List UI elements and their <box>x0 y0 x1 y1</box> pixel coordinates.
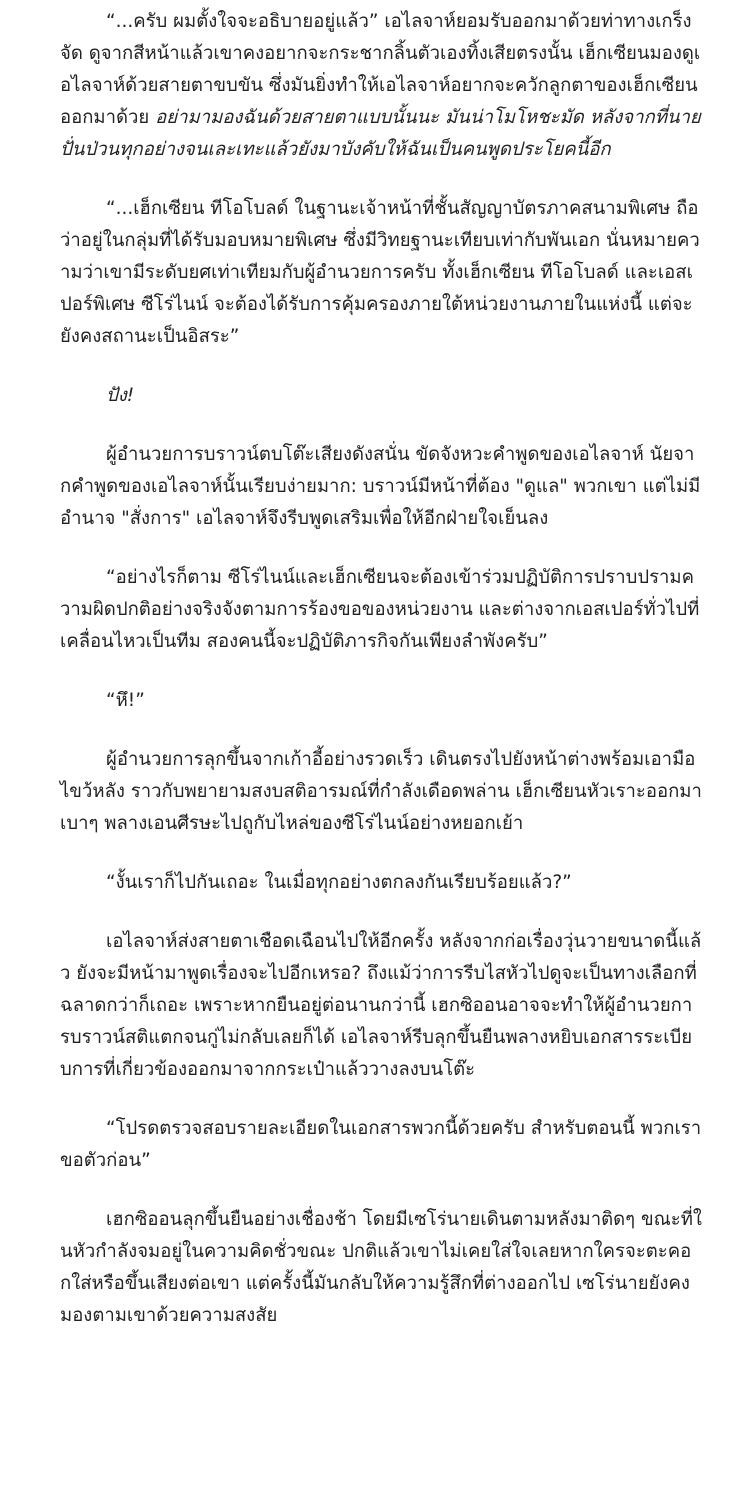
paragraph-text: “หึ!” <box>106 690 145 711</box>
paragraph-11 <box>60 1204 702 1332</box>
paragraph-text: ผู้อำนวยการลุกขึ้นจากเก้าอี้อย่างรวดเร็ว เดินตรงไปยังหน้าต่างพร้อมเอามือไขว้หลัง ราวกับพยายามสงบสติอารมณ์ที่กำลังเดือดพล่าน เฮ็กเซียนหัวเราะออกมาเบาๆ พลางเอนศีรษะไปถูกับไหล่ของซีโร่ไนน์อย่างหยอกเย้า <box>60 749 702 834</box>
paragraph-text: เฮกซิออนลุกขึ้นยืนอย่างเชื่องช้า โดยมีเซโร่นายเดินตามหลังมาติดๆ ขณะที่ในหัวกำลังจมอยู่ในความคิดชั่วขณะ ปกติแล้วเขาไม่เคยใส่ใจเลยหากใครจะตะคอกใส่หรือขึ้นเสียงต่อเขา แต่ครั้งนี้มันกลับให้ความรู้สึกที่ต่างออกไป เซโร่นายยังคงมองตามเขาด้วยความสงสัย <box>60 1209 702 1326</box>
paragraph-text: “อย่างไรก็ตาม ซีโร่ไนน์และเฮ็กเซียนจะต้องเข้าร่วมปฏิบัติการปราบปรามความผิดปกติอย่างจริงจังตามการร้องขอของหน่วยงาน และต่างจากเอสเปอร์ทั่วไปที่เคลื่อนไหวเป็นทีม สองคนนี้จะปฏิบัติภารกิจกันเพียงลำพังครับ” <box>60 567 700 652</box>
paragraph-text: เอไลจาห์ส่งสายตาเชือดเฉือนไปให้อีกครั้ง หลังจากก่อเรื่องวุ่นวายขนาดนี้แล้ว ยังจะมีหน้ามาพูดเรื่องจะไปอีกเหรอ? ถึงแม้ว่าการรีบไสหัวไปดูจะเป็นทางเลือกที่ฉลาดกว่าก็เถอะ เพราะหากยืนอยู่ต่อนานกว่านี้ เฮกซิออนอาจจะทำให้ผู้อำนวยการบราวน์สติแตกจนกู่ไม่กลับเลยก็ได้ เอไลจาห์รีบลุกขึ้นยืนพลางหยิบเอกสารระเบียบการที่เกี่ยวข้องออกมาจากกระเป๋าแล้ววางลงบนโต๊ะ <box>60 931 702 1080</box>
paragraph-5 <box>60 562 702 658</box>
paragraph-text: “โปรดตรวจสอบรายละเอียดในเอกสารพวกนี้ด้วยครับ สำหรับตอนนี้ พวกเราขอตัวก่อน” <box>60 1118 702 1171</box>
paragraph-8 <box>60 867 702 899</box>
document-body <box>60 6 702 1359</box>
paragraph-9 <box>60 926 702 1086</box>
paragraph-6 <box>60 685 702 717</box>
paragraph-italic-text: ปัง! <box>106 385 135 406</box>
paragraph-text: “...ครับ ผมตั้งใจจะอธิบายอยู่แล้ว” เอไลจาห์ยอมรับออกมาด้วยท่าทางเกร็งจัด ดูจากสีหน้าแล้วเขาคงอยากจะกระชากลิ้นตัวเองทิ้งเสียตรงนั้น เฮ็กเซียนมองดูเอไลจาห์ด้วยสายตาขบขัน ซึ่งมันยิ่งทำให้เอไลจาห์อยากจะควักลูกตาของเฮ็กเซียนออกมาด้วย <box>60 11 701 128</box>
paragraph-4 <box>60 439 702 535</box>
paragraph-7 <box>60 744 702 840</box>
paragraph-10 <box>60 1113 702 1177</box>
paragraph-1 <box>60 6 702 166</box>
paragraph-text: ผู้อำนวยการบราวน์ตบโต๊ะเสียงดังสนั่น ขัดจังหวะคำพูดของเอไลจาห์ นัยจากคำพูดของเอไลจาห์นั้นเรียบง่ายมาก: บราวน์มีหน้าที่ต้อง "ดูแล" พวกเขา แต่ไม่มีอำนาจ "สั่งการ" เอไลจาห์จึงรีบพูดเสริมเพื่อให้อีกฝ่ายใจเย็นลง <box>60 444 701 529</box>
paragraph-text: “งั้นเราก็ไปกันเถอะ ในเมื่อทุกอย่างตกลงกันเรียบร้อยแล้ว?” <box>106 872 572 893</box>
paragraph-italic-text: อย่ามามองฉันด้วยสายตาแบบนั้นนะ มันน่าโมโหชะมัด หลังจากที่นายปั่นป่วนทุกอย่างจนเละเทะแล้วยังมาบังคับให้ฉันเป็นคนพูดประโยคนี้อีก <box>60 107 701 160</box>
paragraph-3 <box>60 380 702 412</box>
paragraph-text: “...เฮ็กเซียน ทีโอโบลด์ ในฐานะเจ้าหน้าที่ชั้นสัญญาบัตรภาคสนามพิเศษ ถือว่าอยู่ในกลุ่มที่ได้รับมอบหมายพิเศษ ซึ่งมีวิทยฐานะเทียบเท่ากับพันเอก นั่นหมายความว่าเขามีระดับยศเท่าเทียมกับผู้อำนวยการครับ ทั้งเฮ็กเซียน ทีโอโบลด์ และเอสเปอร์พิเศษ ซีโร่ไนน์ จะต้องได้รับการคุ้มครองภายใต้หน่วยงานภายในแห่งนี้ แต่จะยังคงสถานะเป็นอิสระ” <box>60 198 700 347</box>
paragraph-2 <box>60 193 702 353</box>
